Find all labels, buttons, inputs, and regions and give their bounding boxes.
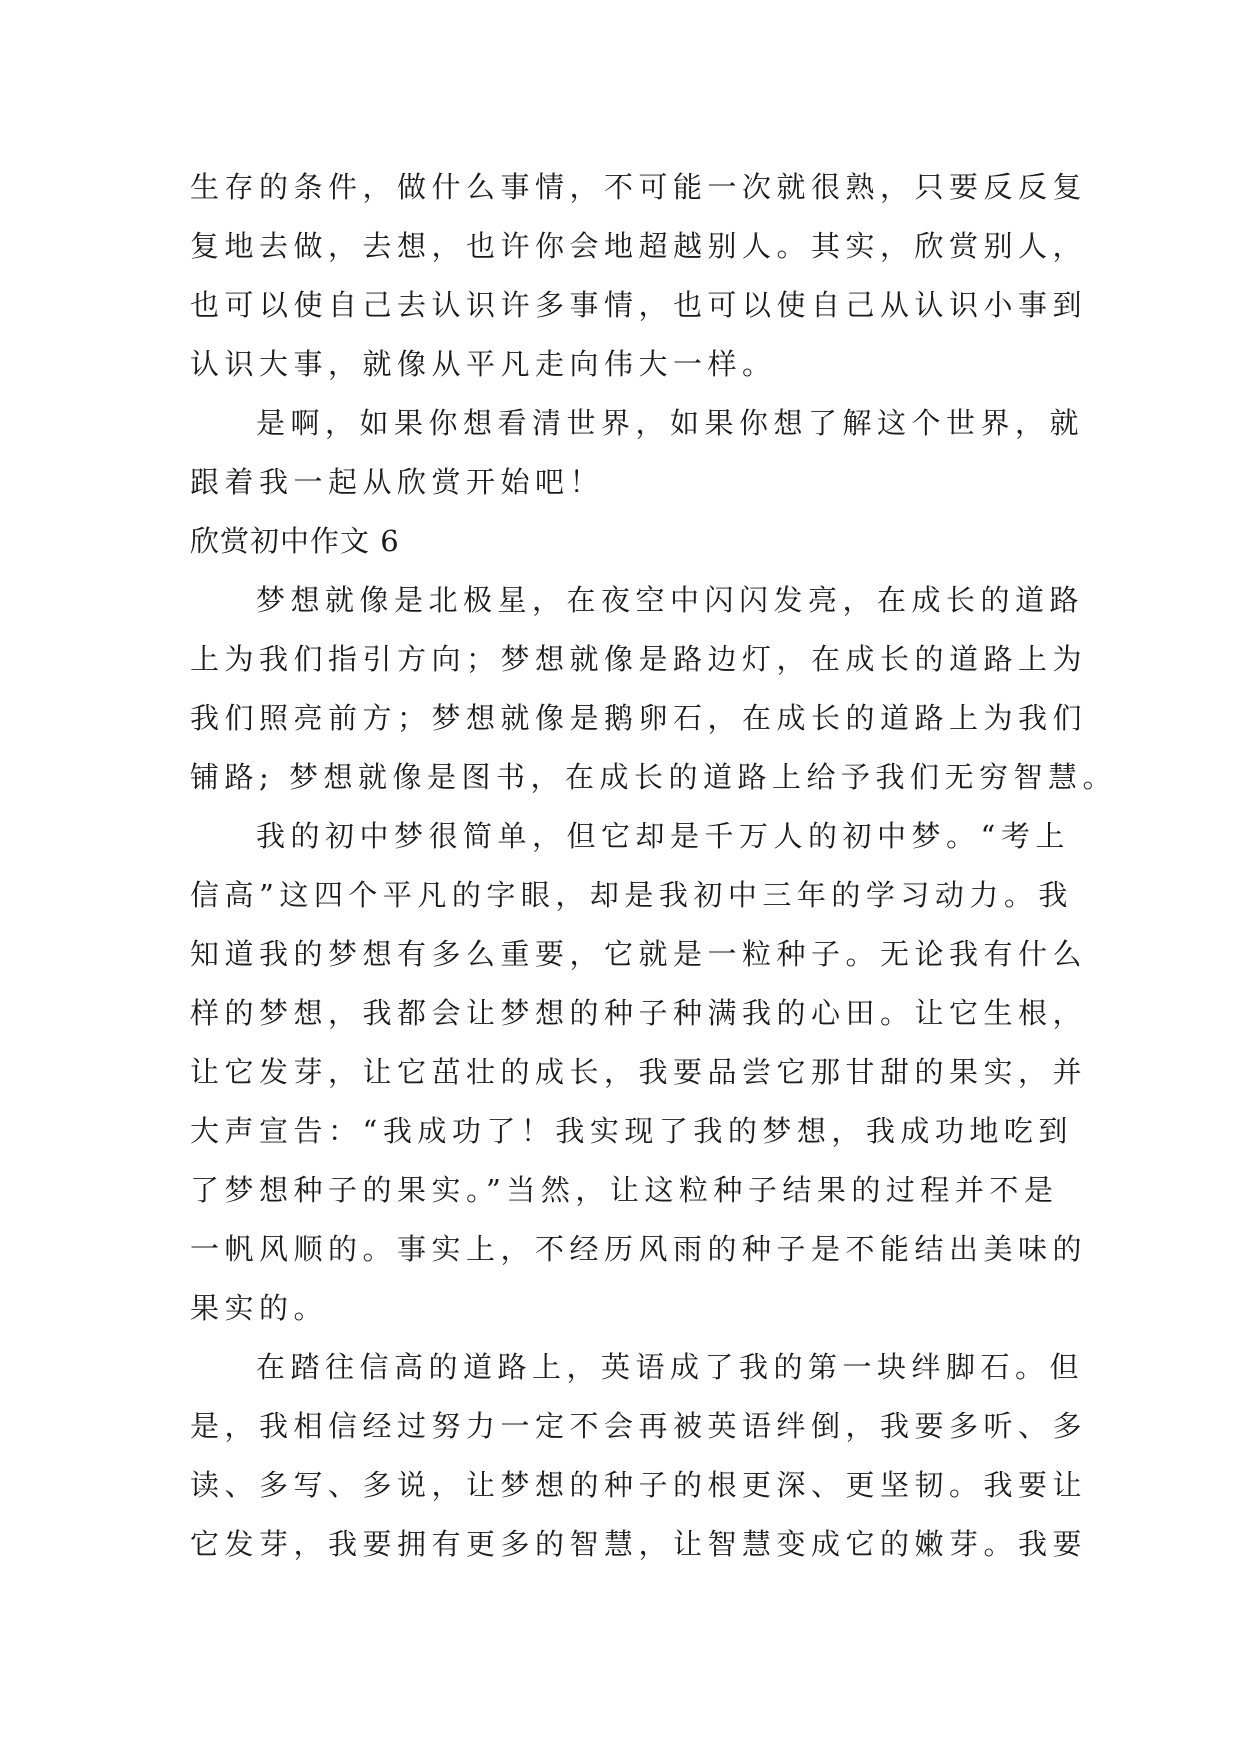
essay-body bbox=[190, 158, 1117, 1574]
text-line: 让它发芽，让它茁壮的成长，我要品尝它那甘甜的果实，并 bbox=[190, 1055, 1088, 1089]
text-line: 复地去做，去想，也许你会地超越别人。其实，欣赏别人， bbox=[190, 229, 1088, 263]
text-line: 铺路; 梦想就像是图书，在成长的道路上给予我们无穷智慧。 bbox=[190, 760, 1117, 794]
text-line: 它发芽，我要拥有更多的智慧，让智慧变成它的嫩芽。我要 bbox=[190, 1527, 1088, 1561]
text-line: 认识大事，就像从平凡走向伟大一样。 bbox=[190, 347, 777, 381]
text-line: 样的梦想，我都会让梦想的种子种满我的心田。让它生根， bbox=[190, 996, 1088, 1030]
text-line: 上为我们指引方向；梦想就像是路边灯，在成长的道路上为 bbox=[190, 642, 1088, 676]
paragraph-first-line: 我的初中梦很简单，但它却是千万人的初中梦。“考上 bbox=[256, 819, 1070, 853]
text-line: 是，我相信经过努力一定不会再被英语绊倒，我要多听、多 bbox=[190, 1409, 1088, 1443]
text-line: 也可以使自己去认识许多事情，也可以使自己从认识小事到 bbox=[190, 288, 1088, 322]
text-line: 大声宣告：“我成功了！我实现了我的梦想，我成功地吃到 bbox=[190, 1114, 1073, 1148]
paragraph-first-line: 是啊，如果你想看清世界，如果你想了解这个世界，就 bbox=[256, 406, 1085, 440]
text-line: 知道我的梦想有多么重要，它就是一粒种子。无论我有什么 bbox=[190, 937, 1088, 971]
paragraph-first-line: 梦想就像是北极星，在夜空中闪闪发亮，在成长的道路 bbox=[256, 583, 1085, 617]
text-line: 跟着我一起从欣赏开始吧！ bbox=[190, 465, 605, 499]
text-line: 一帆风顺的。事实上，不经历风雨的种子是不能结出美味的 bbox=[190, 1232, 1088, 1266]
text-line: 信高”这四个平凡的字眼，却是我初中三年的学习动力。我 bbox=[190, 878, 1073, 912]
text-line: 果实的。 bbox=[190, 1291, 329, 1325]
text-line: 了梦想种子的果实。”当然，让这粒种子结果的过程并不是 bbox=[190, 1173, 1059, 1207]
paragraph-first-line: 在踏往信高的道路上，英语成了我的第一块绊脚石。但 bbox=[256, 1350, 1085, 1384]
text-line: 读、多写、多说，让梦想的种子的根更深、更坚韧。我要让 bbox=[190, 1468, 1088, 1502]
text-line: 生存的条件，做什么事情，不可能一次就很熟，只要反反复 bbox=[190, 170, 1088, 204]
section-heading: 欣赏初中作文 6 bbox=[190, 524, 400, 558]
text-line: 我们照亮前方；梦想就像是鹅卵石，在成长的道路上为我们 bbox=[190, 701, 1088, 735]
